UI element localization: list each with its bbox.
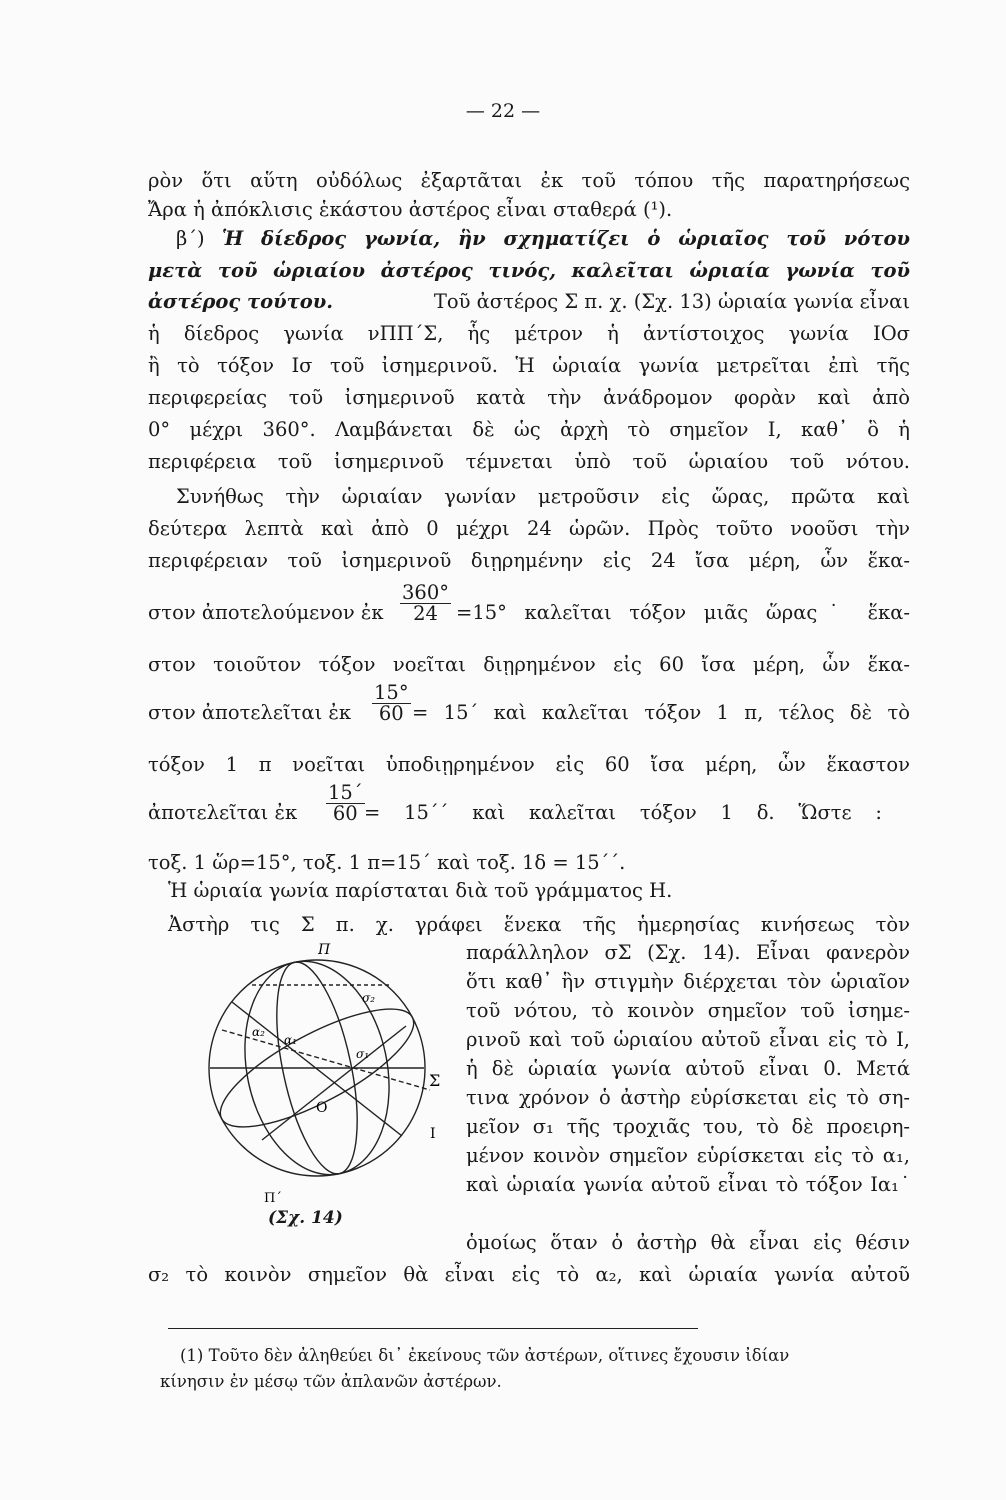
footnote-divider bbox=[168, 1328, 698, 1329]
fraction-denominator: 60 bbox=[332, 802, 358, 825]
label-i: Ι bbox=[430, 1126, 436, 1142]
definition-term-end: ἀστέρος τούτου. bbox=[148, 290, 334, 313]
text-line: Ἡ ὡριαία γωνία παρίσταται διὰ τοῦ γράμματος Η. bbox=[168, 879, 673, 902]
text-segment: Τοῦ ἀστέρος Σ π. χ. (Σχ. 13) ὡριαία γωνία εἶναι bbox=[433, 290, 910, 313]
text-line: Ἀστὴρ τις Σ π. χ. γράφει ἕνεκα τῆς ἡμερησίας κινήσεως τὸν bbox=[168, 913, 910, 936]
fraction-numerator: 15΄ bbox=[328, 781, 363, 804]
text-line: στον τοιοῦτον τόξον νοεῖται διῃρημένον εἰς 60 ἴσα μέρη, ὧν ἕκα- bbox=[148, 653, 910, 676]
eq-right: = 15΄΄ καὶ καλεῖται τόξον 1 δ. Ὥστε : bbox=[364, 801, 882, 824]
fraction-numerator: 360° bbox=[402, 581, 449, 604]
parallel-mid bbox=[222, 1030, 430, 1090]
label-s2: σ₂ bbox=[362, 991, 376, 1005]
text-line: τόξον 1 π νοεῖται ὑποδιῃρημένον εἰς 60 ἴσα μέρη, ὧν ἕκαστον bbox=[148, 753, 910, 776]
wrap-line: ὅτι καθ᾽ ἣν στιγμὴν διέρχεται τὸν ὡριαῖον bbox=[466, 970, 910, 993]
definition-line bbox=[176, 226, 910, 252]
celestial-sphere-diagram bbox=[192, 940, 452, 1210]
eq-left: στον ἀποτελούμενον ἐκ bbox=[148, 601, 384, 624]
text-line: σ₂ τὸ κοινὸν σημεῖον θὰ εἶναι εἰς τὸ α₂, καὶ ὡριαία γωνία αὐτοῦ bbox=[148, 1263, 910, 1286]
text-line: ἡ δίεδρος γωνία νΠΠ΄Σ, ἧς μέτρον ἡ ἀντίστοιχος γωνία ΙΟσ bbox=[148, 322, 910, 345]
text-line: Ἄρα ἡ ἀπόκλισις ἑκάστου ἀστέρος εἶναι σταθερά (¹). bbox=[148, 198, 673, 221]
text-line: δεύτερα λεπτὰ καὶ ἀπὸ 0 μέχρι 24 ὡρῶν. Πρὸς τοῦτο νοοῦσι τὴν bbox=[148, 517, 910, 540]
label-top: Π bbox=[318, 942, 331, 958]
text-line bbox=[148, 289, 910, 315]
label-a1: α₁ bbox=[284, 1033, 297, 1047]
text-line: ρὸν ὅτι αὕτη οὐδόλως ἐξαρτᾶται ἐκ τοῦ τόπου τῆς παρατηρήσεως bbox=[148, 169, 910, 192]
footnote-line: (1) Τοῦτο δὲν ἀληθεύει δι᾽ ἐκείνους τῶν ἀστέρων, οἵτινες ἔχουσιν ἰδίαν bbox=[180, 1346, 790, 1365]
label-a2: α₂ bbox=[252, 1025, 265, 1039]
fraction-denominator: 60 bbox=[378, 702, 404, 725]
wrap-line: μεῖον σ₁ τῆς τροχιᾶς του, τὸ δὲ προειρη- bbox=[466, 1115, 910, 1138]
label-s1: σ₁ bbox=[356, 1047, 370, 1061]
label-o: Ο bbox=[316, 1100, 328, 1116]
wrap-line: τοῦ νότου, τὸ κοινὸν σημεῖον τοῦ ἰσημε- bbox=[466, 999, 910, 1022]
eq-right: = 15΄ καὶ καλεῖται τόξον 1 π, τέλος δὲ τὸ bbox=[412, 701, 910, 724]
eq-left: στον ἀποτελεῖται ἐκ bbox=[148, 701, 352, 724]
definition-term: Ἡ δίεδρος γωνία, ἣν σχηματίζει ὁ ὡριαῖος τοῦ νότου bbox=[221, 227, 910, 250]
label-bottom: Π΄ bbox=[264, 1191, 282, 1206]
text-line: ἢ τὸ τόξον Ισ τοῦ ἰσημερινοῦ. Ἡ ὡριαία γωνία μετρεῖται ἐπὶ τῆς bbox=[148, 354, 910, 377]
text-line: Συνήθως τὴν ὡριαίαν γωνίαν μετροῦσιν εἰς ὥρας, πρῶτα καὶ bbox=[176, 485, 910, 508]
wrap-line: παράλληλον σΣ (Σχ. 14). Εἶναι φανερὸν bbox=[466, 941, 910, 964]
wrap-line: ρινοῦ καὶ τοῦ ὡριαίου αὐτοῦ εἶναι εἰς τὸ Ι, bbox=[466, 1028, 910, 1051]
fraction bbox=[326, 783, 365, 824]
text-line: περιφέρεια τοῦ ἰσημερινοῦ τέμνεται ὑπὸ τοῦ ὡριαίου τοῦ νότου. bbox=[148, 450, 910, 473]
fraction bbox=[400, 583, 451, 624]
fraction-denominator: 24 bbox=[413, 602, 438, 625]
wrap-line: ὁμοίως ὅταν ὁ ἀστὴρ θὰ εἶναι εἰς θέσιν bbox=[466, 1231, 910, 1254]
figure-caption: (Σχ. 14) bbox=[268, 1208, 343, 1228]
wrap-line: ἡ δὲ ὡριαία γωνία αὐτοῦ εἶναι 0. Μετά bbox=[466, 1057, 910, 1080]
text-line: περιφέρειαν τοῦ ἰσημερινοῦ διῃρημένην εἰς 24 ἴσα μέρη, ὧν ἕκα- bbox=[148, 549, 910, 572]
text-line: 0° μέχρι 360°. Λαμβάνεται δὲ ὡς ἀρχὴ τὸ σημεῖον Ι, καθ᾽ ὃ ἡ bbox=[148, 418, 910, 441]
definition-line: μετὰ τοῦ ὡριαίου ἀστέρος τινός, καλεῖται ὡριαία γωνία τοῦ bbox=[148, 259, 910, 282]
wrap-line: καὶ ὡριαία γωνία αὐτοῦ εἶναι τὸ τόξον Ια₁˙ bbox=[466, 1173, 910, 1196]
paragraph-marker: β΄) bbox=[176, 227, 222, 250]
eq-left: ἀποτελεῖται ἐκ bbox=[148, 801, 298, 824]
page-number: — 22 — bbox=[465, 100, 541, 122]
fraction-numerator: 15° bbox=[374, 681, 409, 704]
wrap-line: μένον κοινὸν σημεῖον εὑρίσκεται εἰς τὸ α₁, bbox=[466, 1144, 910, 1167]
footnote-line: κίνησιν ἐν μέσῳ τῶν ἀπλανῶν ἀστέρων. bbox=[160, 1372, 502, 1391]
text-line: περιφερείας τοῦ ἰσημερινοῦ κατὰ τὴν ἀνάδρομον φορὰν καὶ ἀπὸ bbox=[148, 386, 910, 409]
wrap-line: τινα χρόνον ὁ ἀστὴρ εὑρίσκεται εἰς τὸ ση- bbox=[466, 1086, 910, 1109]
summary-line: τοξ. 1 ὥρ=15°, τοξ. 1 π=15΄ καὶ τοξ. 1δ = 15΄΄. bbox=[148, 851, 626, 874]
label-sigma: Σ bbox=[429, 1071, 441, 1090]
eq-right: =15° καλεῖται τόξον μιᾶς ὥρας˙ ἕκα- bbox=[456, 601, 910, 624]
fraction bbox=[372, 683, 411, 724]
